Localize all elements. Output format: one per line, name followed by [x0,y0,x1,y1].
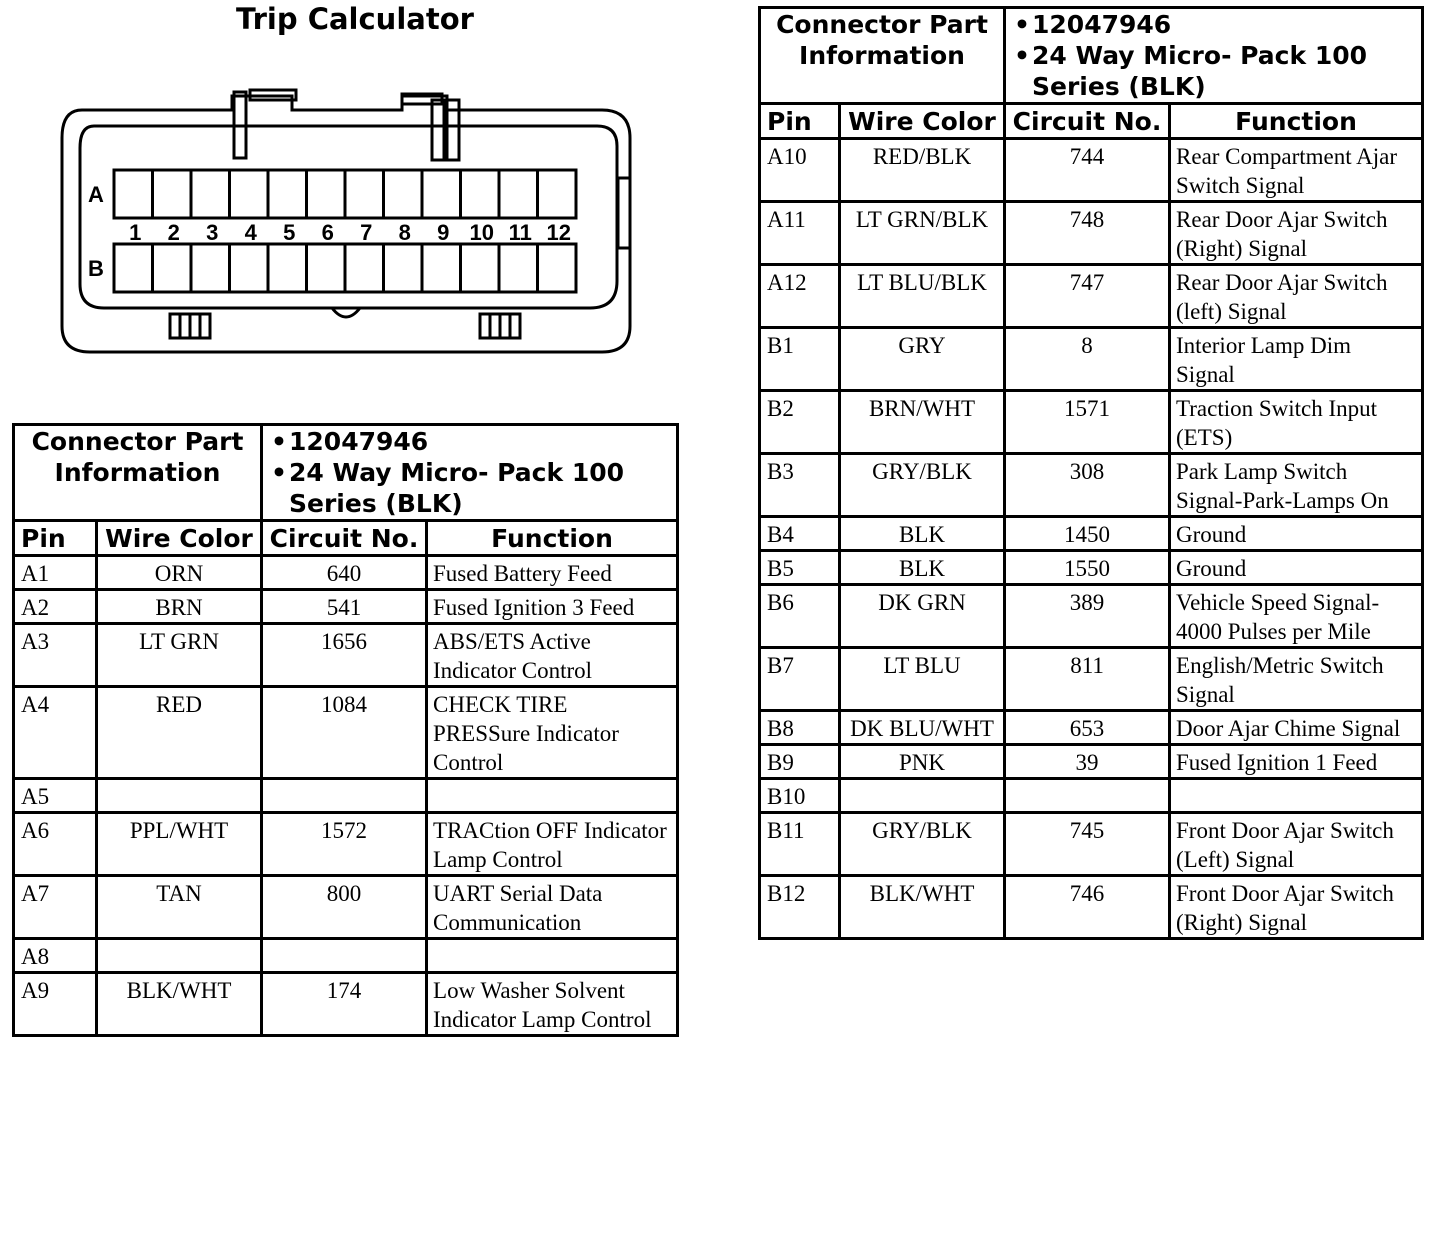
header-pin: Pin [14,521,97,556]
function-cell: Front Door Ajar Switch (Left) Signal [1170,813,1423,876]
function-cell: Traction Switch Input (ETS) [1170,391,1423,454]
circuit-cell: 1571 [1005,391,1170,454]
pin-cell: A7 [14,876,97,939]
table-row [760,139,1423,202]
wire-color-cell: PNK [840,745,1005,779]
header-function: Function [1170,104,1423,139]
pin-cavity-b5 [268,244,307,292]
pin-cavity-b10 [461,244,500,292]
pin-cavity-b3 [191,244,230,292]
circuit-cell: 174 [262,973,427,1036]
row-label: A [88,182,104,207]
connector-diagram [52,86,642,361]
circuit-cell: 1572 [262,813,427,876]
pin-cavity-b6 [307,244,346,292]
table-row [760,454,1423,517]
function-cell: Fused Ignition 1 Feed [1170,745,1423,779]
wire-color-cell: GRY/BLK [840,454,1005,517]
pin-cell: A9 [14,973,97,1036]
header-circuit: Circuit No. [262,521,427,556]
pin-cavity-a7 [345,170,384,218]
pin-cavity-a5 [268,170,307,218]
wire-color-cell: GRY [840,328,1005,391]
circuit-cell [262,779,427,813]
circuit-cell: 748 [1005,202,1170,265]
circuit-cell: 1550 [1005,551,1170,585]
function-cell [1170,779,1423,813]
row-label: B [88,256,104,281]
pin-number-label: 11 [508,220,532,245]
wire-color-cell: GRY/BLK [840,813,1005,876]
table-row [760,391,1423,454]
circuit-cell: 811 [1005,648,1170,711]
wire-color-cell: ORN [97,556,262,590]
pin-cell: B5 [760,551,840,585]
table-row [760,202,1423,265]
pin-number-label: 12 [546,220,571,245]
pin-cavity-a9 [422,170,461,218]
table-row [760,813,1423,876]
wire-color-cell: LT GRN [97,624,262,687]
wire-color-cell: BRN [97,590,262,624]
pin-cell: B7 [760,648,840,711]
header-circuit: Circuit No. [1005,104,1170,139]
pin-cell: B8 [760,711,840,745]
wire-color-cell: BLK/WHT [840,876,1005,939]
function-cell: Interior Lamp Dim Signal [1170,328,1423,391]
pin-cell: B10 [760,779,840,813]
pin-cell: A5 [14,779,97,813]
table-row [760,648,1423,711]
circuit-cell: 1656 [262,624,427,687]
pin-cavity-b9 [422,244,461,292]
table-row [14,939,678,973]
function-cell [427,939,678,973]
wire-color-cell: BLK [840,517,1005,551]
wire-color-cell: DK BLU/WHT [840,711,1005,745]
circuit-cell: 541 [262,590,427,624]
wire-color-cell: PPL/WHT [97,813,262,876]
pin-cell: A4 [14,687,97,779]
pin-cavity-a12 [538,170,577,218]
circuit-cell [1005,779,1170,813]
function-cell: Ground [1170,517,1423,551]
function-cell: Rear Door Ajar Switch (left) Signal [1170,265,1423,328]
function-cell: UART Serial Data Communication [427,876,678,939]
pin-cavity-b7 [345,244,384,292]
function-cell: Fused Ignition 3 Feed [427,590,678,624]
header-pin: Pin [760,104,840,139]
pin-cavity-a3 [191,170,230,218]
pin-cell: B1 [760,328,840,391]
table-row [14,779,678,813]
table-row [760,517,1423,551]
header-wire-color: Wire Color [840,104,1005,139]
pin-cavity-a11 [499,170,538,218]
function-cell: Rear Compartment Ajar Switch Signal [1170,139,1423,202]
function-cell: CHECK TIRE PRESSure Indicator Control [427,687,678,779]
circuit-cell: 640 [262,556,427,590]
pin-cell: A6 [14,813,97,876]
function-cell: Front Door Ajar Switch (Right) Signal [1170,876,1423,939]
pinout-table-left [12,423,679,1037]
table-row [14,973,678,1036]
table-row [14,556,678,590]
pin-number-label: 4 [244,220,257,245]
circuit-cell: 745 [1005,813,1170,876]
wire-color-cell: BRN/WHT [840,391,1005,454]
pin-number-label: 10 [469,220,494,245]
pin-cavity-a2 [153,170,192,218]
pin-cell: B2 [760,391,840,454]
connector-description: • 24 Way Micro- Pack 100 Series (BLK) [1032,40,1415,102]
table-row [14,813,678,876]
circuit-cell: 653 [1005,711,1170,745]
pin-number-label: 6 [321,220,334,245]
table-row [14,876,678,939]
wire-color-cell: TAN [97,876,262,939]
circuit-cell [262,939,427,973]
table-row [760,876,1423,939]
pin-number-label: 8 [398,220,411,245]
pin-cavity-b1 [114,244,153,292]
pin-number-label: 7 [360,220,373,245]
table-row [760,779,1423,813]
table-row [760,745,1423,779]
circuit-cell: 800 [262,876,427,939]
function-cell: Ground [1170,551,1423,585]
pin-number-label: 1 [129,220,142,245]
circuit-cell: 1450 [1005,517,1170,551]
pin-cell: A11 [760,202,840,265]
pin-cell: B3 [760,454,840,517]
pin-cell: B6 [760,585,840,648]
header-function: Function [427,521,678,556]
wire-color-cell: BLK/WHT [97,973,262,1036]
wire-color-cell: RED [97,687,262,779]
part-number: • 12047946 [1032,9,1415,40]
wire-color-cell [97,779,262,813]
circuit-cell: 744 [1005,139,1170,202]
connector-info-label: Connector Part Information [760,8,1005,104]
circuit-cell: 39 [1005,745,1170,779]
pin-cell: A2 [14,590,97,624]
function-cell: Vehicle Speed Signal-4000 Pulses per Mile [1170,585,1423,648]
circuit-cell: 308 [1005,454,1170,517]
function-cell: Fused Battery Feed [427,556,678,590]
function-cell: TRACtion OFF Indicator Lamp Control [427,813,678,876]
pin-cell: A3 [14,624,97,687]
pin-cavity-b8 [384,244,423,292]
pin-cell: A8 [14,939,97,973]
wire-color-cell: LT GRN/BLK [840,202,1005,265]
pin-number-label: 2 [167,220,180,245]
pin-cavity-a4 [230,170,269,218]
pin-number-label: 9 [437,220,450,245]
wire-color-cell [840,779,1005,813]
function-cell: Low Washer Solvent Indicator Lamp Control [427,973,678,1036]
connector-housing [62,96,630,352]
pin-cell: A1 [14,556,97,590]
circuit-cell: 389 [1005,585,1170,648]
table-row [760,328,1423,391]
table-row [14,590,678,624]
wire-color-cell: DK GRN [840,585,1005,648]
pin-cavity-b2 [153,244,192,292]
function-cell: Rear Door Ajar Switch (Right) Signal [1170,202,1423,265]
pin-cell: B4 [760,517,840,551]
pin-cavity-a6 [307,170,346,218]
function-cell: English/Metric Switch Signal [1170,648,1423,711]
table-row [760,265,1423,328]
pin-cavity-a1 [114,170,153,218]
pin-cavity-a10 [461,170,500,218]
part-number: • 12047946 [289,426,670,457]
table-row [760,585,1423,648]
page-title: Trip Calculator [236,2,474,36]
connector-info-values [1005,8,1423,104]
pin-cell: A10 [760,139,840,202]
circuit-cell: 8 [1005,328,1170,391]
table-row [14,687,678,779]
function-cell: Park Lamp Switch Signal-Park-Lamps On [1170,454,1423,517]
function-cell: ABS/ETS Active Indicator Control [427,624,678,687]
function-cell [427,779,678,813]
pin-cell: B9 [760,745,840,779]
function-cell: Door Ajar Chime Signal [1170,711,1423,745]
pin-cell: B11 [760,813,840,876]
wire-color-cell: LT BLU [840,648,1005,711]
connector-description: • 24 Way Micro- Pack 100 Series (BLK) [289,457,670,519]
connector-info-values [262,425,678,521]
pin-cavity-b12 [538,244,577,292]
circuit-cell: 1084 [262,687,427,779]
wire-color-cell: BLK [840,551,1005,585]
table-row [14,624,678,687]
pin-cell: B12 [760,876,840,939]
circuit-cell: 746 [1005,876,1170,939]
wire-color-cell: LT BLU/BLK [840,265,1005,328]
pin-cell: A12 [760,265,840,328]
pin-cavity-b11 [499,244,538,292]
pin-cavity-a8 [384,170,423,218]
connector-info-label: Connector Part Information [14,425,262,521]
header-wire-color: Wire Color [97,521,262,556]
table-row [760,711,1423,745]
pin-cavity-b4 [230,244,269,292]
circuit-cell: 747 [1005,265,1170,328]
pinout-table-right [758,6,1424,940]
table-row [760,551,1423,585]
pin-number-label: 5 [283,220,296,245]
wire-color-cell: RED/BLK [840,139,1005,202]
pin-number-label: 3 [206,220,219,245]
wire-color-cell [97,939,262,973]
